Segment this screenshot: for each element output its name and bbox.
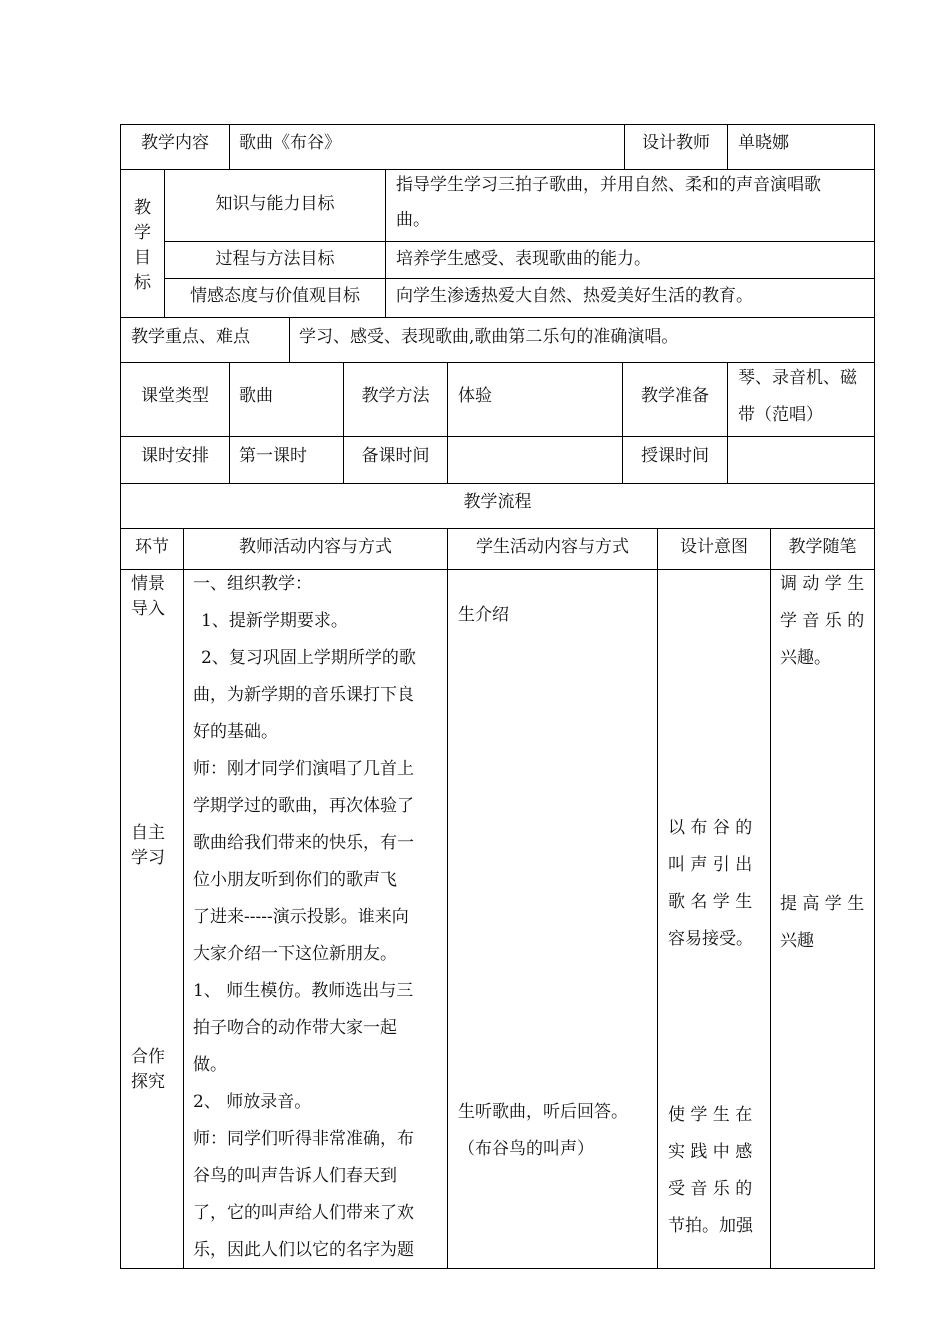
grid-line bbox=[447, 528, 448, 1269]
intent-line: 节拍。加强 bbox=[668, 1216, 753, 1236]
notes-line: 兴趣 bbox=[780, 931, 814, 951]
intent-line: 叫 声 引 出 bbox=[668, 855, 753, 875]
teacher-line: 了进来-----演示投影。谁来向 bbox=[193, 907, 409, 927]
teacher-label: 设计教师 bbox=[642, 133, 710, 153]
grid-line bbox=[289, 317, 290, 363]
col-header-teacher: 教师活动内容与方式 bbox=[239, 537, 392, 557]
goals-label-char: 目 bbox=[134, 248, 151, 268]
teacher-line: 1、 师生模仿。教师选出与三 bbox=[193, 981, 414, 1001]
knowledge-goal-line-1: 指导学生学习三拍子歌曲，并用自然、柔和的声音演唱歌 bbox=[396, 175, 821, 195]
student-activity-listen-line-2: （布谷鸟的叫声） bbox=[458, 1139, 594, 1159]
notes-line: 兴趣。 bbox=[780, 648, 831, 668]
student-activity-listen-line-1: 生听歌曲，听后回答。 bbox=[458, 1102, 628, 1122]
grid-line bbox=[727, 362, 728, 484]
teach-time-label: 授课时间 bbox=[641, 446, 709, 466]
goals-label-char: 学 bbox=[134, 223, 151, 243]
teacher-line: 2、 师放录音。 bbox=[193, 1092, 312, 1112]
emotion-goal-label: 情感态度与价值观目标 bbox=[190, 286, 360, 306]
teacher-line: 1、提新学期要求。 bbox=[201, 611, 348, 631]
stage-self-study-line: 自主 bbox=[131, 823, 165, 843]
notes-b bbox=[780, 886, 864, 960]
knowledge-goal-label: 知识与能力目标 bbox=[215, 194, 335, 214]
teacher-line: 了，它的叫声给人们带来了欢 bbox=[193, 1203, 414, 1223]
process-goal-value: 培养学生感受、表现歌曲的能力。 bbox=[396, 249, 651, 269]
teacher-activity bbox=[193, 566, 416, 1269]
schedule-label: 课时安排 bbox=[141, 446, 209, 466]
grid-line bbox=[120, 362, 875, 363]
grid-line bbox=[229, 124, 230, 170]
teacher-line: 做。 bbox=[193, 1055, 227, 1075]
prep-value-line-1: 琴、录音机、磁 bbox=[738, 368, 857, 388]
grid-line bbox=[120, 436, 875, 437]
content-label: 教学内容 bbox=[141, 133, 209, 153]
teacher-line: 师：刚才同学们演唱了几首上 bbox=[193, 759, 414, 779]
prep-time-label: 备课时间 bbox=[361, 446, 430, 466]
flow-title: 教学流程 bbox=[463, 492, 532, 512]
teacher-value: 单晓娜 bbox=[738, 133, 789, 153]
table-border-right bbox=[874, 124, 875, 1269]
teacher-line: 乐，因此人们以它的名字为题 bbox=[193, 1240, 414, 1260]
grid-line bbox=[120, 483, 875, 484]
grid-line bbox=[657, 528, 658, 1269]
design-intent-a bbox=[668, 810, 753, 958]
method-label: 教学方法 bbox=[361, 386, 430, 406]
grid-line bbox=[120, 317, 875, 318]
content-value: 歌曲《布谷》 bbox=[239, 133, 341, 153]
schedule-value: 第一课时 bbox=[239, 446, 307, 466]
col-header-intent: 设计意图 bbox=[680, 537, 748, 557]
notes-a bbox=[780, 566, 864, 677]
key-points-label: 教学重点、难点 bbox=[131, 327, 250, 347]
teacher-line: 曲，为新学期的音乐课打下良 bbox=[193, 685, 414, 705]
notes-line: 学 音 乐 的 bbox=[780, 611, 865, 631]
teacher-line: 学期学过的歌曲，再次体验了 bbox=[193, 796, 414, 816]
prep-label: 教学准备 bbox=[641, 386, 709, 406]
teacher-line: 好的基础。 bbox=[193, 722, 278, 742]
teacher-line: 位小朋友听到你们的歌声飞 bbox=[193, 870, 397, 890]
grid-line bbox=[120, 169, 875, 170]
process-goal-label: 过程与方法目标 bbox=[215, 249, 335, 269]
stage-intro-line: 情景 bbox=[131, 574, 165, 594]
grid-line bbox=[727, 124, 728, 170]
teacher-line: 2、复习巩固上学期所学的歌 bbox=[201, 648, 416, 668]
notes-line: 调 动 学 生 bbox=[780, 574, 865, 594]
intent-line: 使 学 生 在 bbox=[668, 1105, 753, 1125]
teacher-line: 师：同学们听得非常准确，布 bbox=[193, 1129, 414, 1149]
intent-line: 歌 名 学 生 bbox=[668, 892, 753, 912]
grid-line bbox=[385, 169, 386, 317]
method-value: 体验 bbox=[458, 386, 492, 406]
intent-line: 容易接受。 bbox=[668, 929, 753, 949]
grid-line bbox=[164, 241, 875, 242]
stage-intro-line: 导入 bbox=[131, 599, 165, 619]
grid-line bbox=[229, 362, 230, 484]
knowledge-goal-line-2: 曲。 bbox=[396, 210, 430, 230]
notes-line: 提 高 学 生 bbox=[780, 894, 865, 914]
stage-self-study-line: 学习 bbox=[131, 848, 165, 868]
table-border-top bbox=[120, 124, 875, 125]
grid-line bbox=[120, 528, 875, 529]
grid-line bbox=[183, 528, 184, 1269]
class-type-value: 歌曲 bbox=[239, 386, 273, 406]
goals-label-char: 教 bbox=[134, 198, 151, 218]
col-header-stage: 环节 bbox=[135, 537, 169, 557]
emotion-goal-value: 向学生渗透热爱大自然、热爱美好生活的教育。 bbox=[396, 286, 753, 306]
col-header-notes: 教学随笔 bbox=[788, 537, 857, 557]
goals-label-char: 标 bbox=[134, 273, 151, 293]
col-header-student: 学生活动内容与方式 bbox=[476, 537, 629, 557]
prep-value-line-2: 带（范唱） bbox=[738, 405, 823, 425]
stage-cooperation-line: 探究 bbox=[131, 1072, 165, 1092]
student-activity-intro: 生介绍 bbox=[458, 605, 509, 625]
design-intent-b bbox=[668, 1097, 753, 1245]
teacher-line: 一、组织教学： bbox=[193, 574, 312, 594]
intent-line: 受 音 乐 的 bbox=[668, 1179, 753, 1199]
intent-line: 以 布 谷 的 bbox=[668, 818, 753, 838]
key-points-value: 学习、感受、表现歌曲,歌曲第二乐句的准确演唱。 bbox=[299, 327, 679, 347]
teacher-line: 歌曲给我们带来的快乐，有一 bbox=[193, 833, 414, 853]
teacher-line: 拍子吻合的动作带大家一起 bbox=[193, 1018, 397, 1038]
grid-line bbox=[770, 528, 771, 1269]
grid-line bbox=[164, 278, 875, 279]
stage-cooperation-line: 合作 bbox=[131, 1047, 165, 1067]
teacher-line: 大家介绍一下这位新朋友。 bbox=[193, 944, 397, 964]
intent-line: 实 践 中 感 bbox=[668, 1142, 753, 1162]
table-border-left bbox=[120, 124, 121, 1269]
grid-line bbox=[447, 362, 448, 484]
class-type-label: 课堂类型 bbox=[141, 386, 209, 406]
teacher-line: 谷鸟的叫声告诉人们春天到 bbox=[193, 1166, 397, 1186]
